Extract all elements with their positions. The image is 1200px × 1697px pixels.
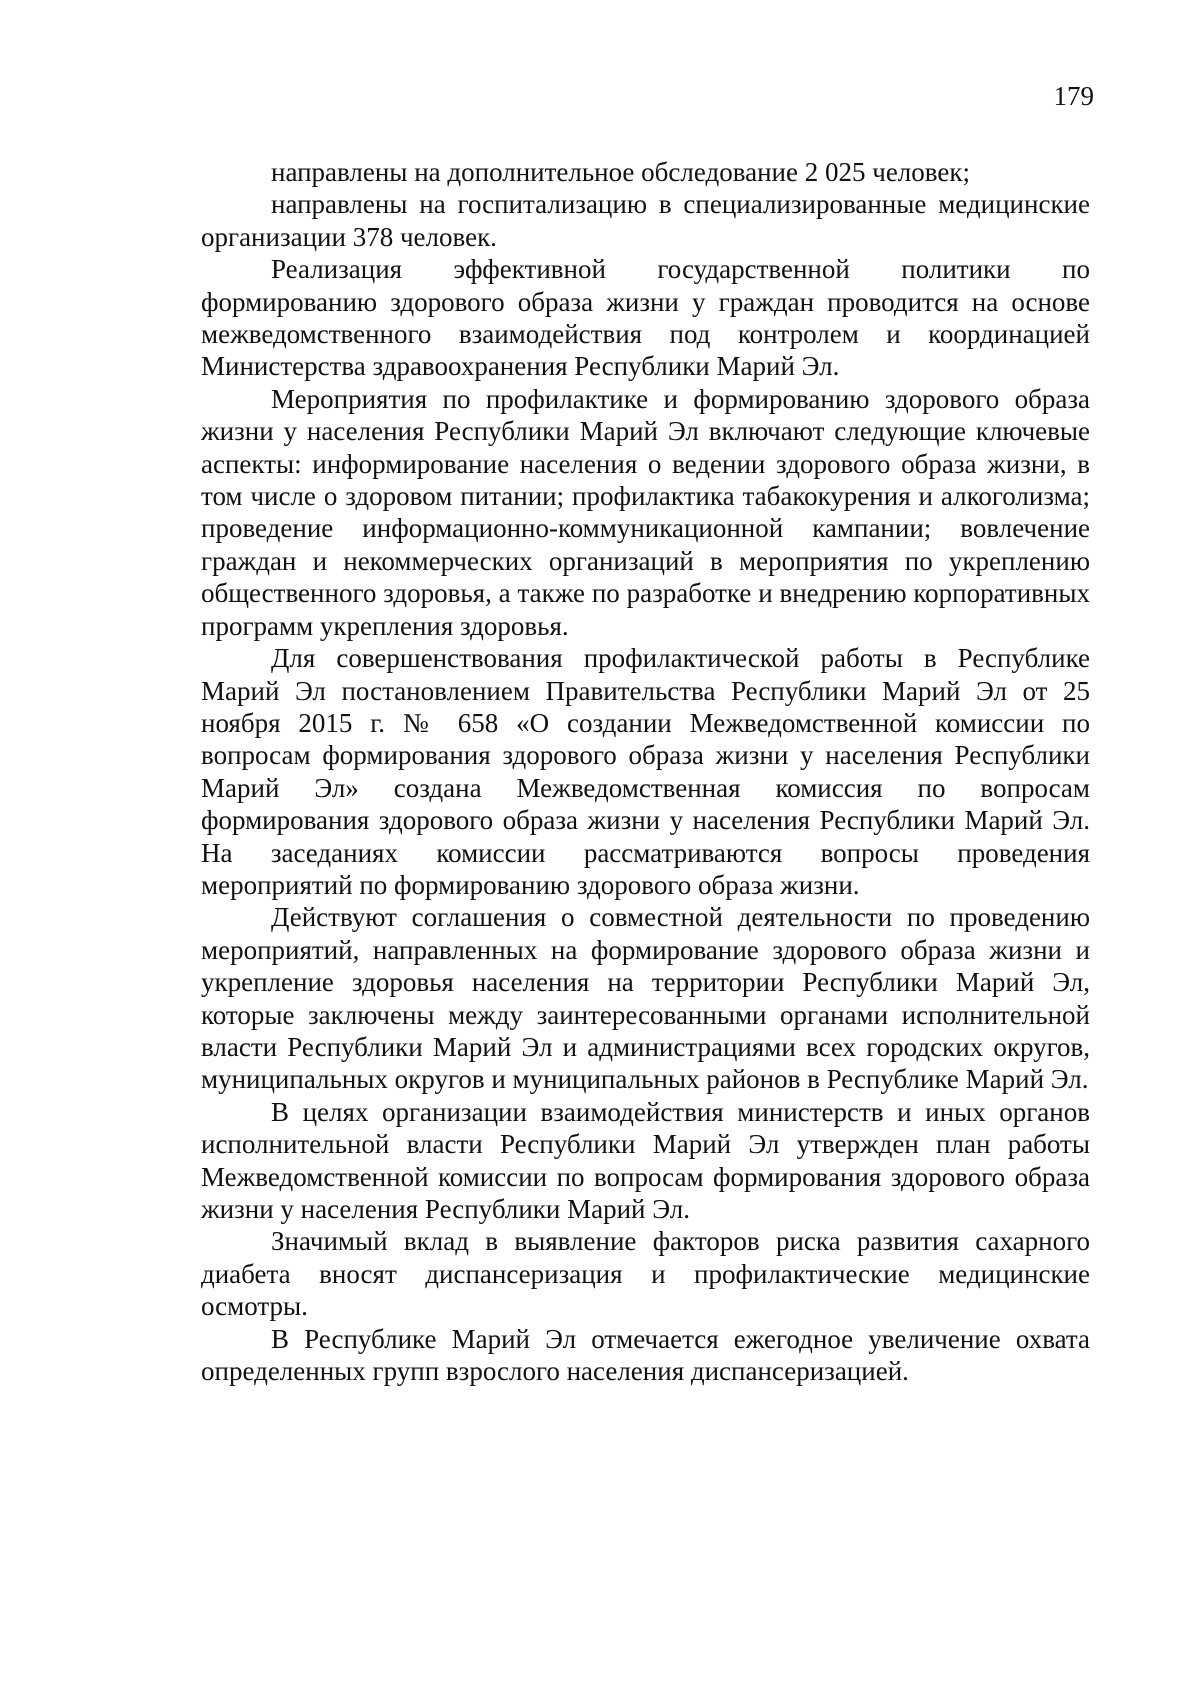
paragraph-state-policy: Реализация эффективной государственной политики по формированию здорового образа жизни у граждан проводится на основе межведомственного взаимодействия под контролем и координацией Министерства здравоохранения Республики Марий Эл. <box>201 254 1090 382</box>
paragraph-interdepartmental-commission: Для совершенствования профилактической работы в Республике Марий Эл постановлением Правительства Республики Марий Эл от 25 ноября 2015 г. № 658 «О создании Межведомственной комиссии по вопросам формирования здорового образа жизни у населения Республики Марий Эл» создана Межведомственная комиссия по вопросам формирования здорового образа жизни у населения Республики Марий Эл. На заседаниях комиссии рассматриваются вопросы проведения мероприятий по формированию здорового образа жизни. <box>201 643 1090 900</box>
paragraph-prevention-measures: Мероприятия по профилактике и формированию здорового образа жизни у населения Республики Марий Эл включают следующие ключевые аспекты: информирование населения о ведении здорового образа жизни, в том числе о здоровом питании; профилактика табакокурения и алкоголизма; проведение информационно-коммуникационной кампании; вовлечение граждан и некоммерческих организаций в мероприятия по укреплению общественного здоровья, а также по разработке и внедрению корпоративных программ укрепления здоровья. <box>201 383 1090 641</box>
paragraph-referred-examination: направлены на дополнительное обследование 2 025 человек; <box>271 157 970 187</box>
page-number: 179 <box>1053 81 1094 111</box>
paragraph-screening-coverage: В Республике Марий Эл отмечается ежегодное увеличение охвата определенных групп взрослого населения диспансеризацией. <box>201 1323 1090 1387</box>
paragraph-work-plan: В целях организации взаимодействия министерств и иных органов исполнительной власти Республики Марий Эл утвержден план работы Межведомственной комиссии по вопросам формирования здорового образа жизни у населения Республики Марий Эл. <box>201 1096 1090 1224</box>
paragraph-cooperation-agreements: Действуют соглашения о совместной деятельности по проведению мероприятий, направленных на формирование здорового образа жизни и укрепление здоровья населения на территории Республики Марий Эл, которые заключены между заинтересованными органами исполнительной власти Республики Марий Эл и администрациями всех городских округов, муниципальных округов и муниципальных районов в Республике Марий Эл. <box>201 902 1090 1095</box>
paragraph-diabetes-risk-factors: Значимый вклад в выявление факторов риска развития сахарного диабета вносят диспансеризация и профилактические медицинские осмотры. <box>201 1226 1090 1322</box>
paragraph-referred-hospitalization: направлены на госпитализацию в специализированные медицинские организации 378 человек. <box>201 189 1090 252</box>
document-body <box>201 156 1090 1387</box>
